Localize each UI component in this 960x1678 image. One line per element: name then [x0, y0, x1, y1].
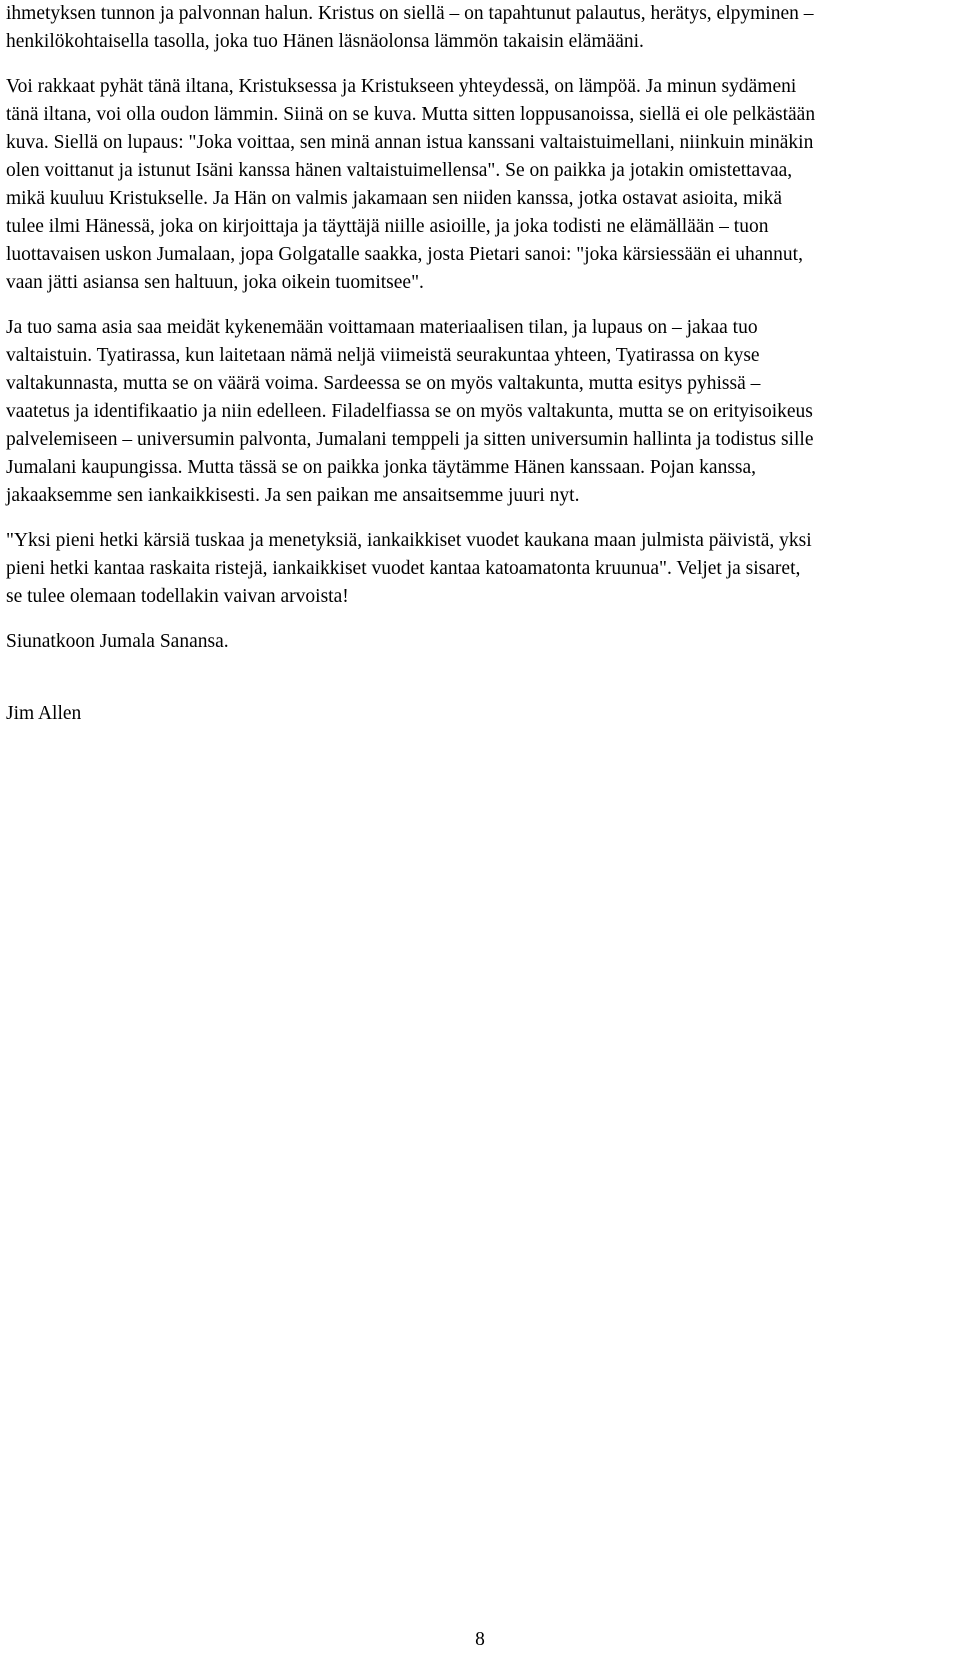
text-line: Voi rakkaat pyhät tänä iltana, Kristuksessa ja Kristukseen yhteydessä, on lämpöä. Ja minun sydämeni — [6, 76, 797, 97]
text-line: kuva. Siellä on lupaus: "Joka voittaa, sen minä annan istua kanssani valtaistuimellani, niinkuin minäkin — [6, 132, 814, 153]
text-line: se tulee olemaan todellakin vaivan arvoista! — [6, 586, 349, 607]
paragraph — [6, 0, 956, 56]
text-line: vaan jätti asiansa sen haltuun, joka oikein tuomitsee". — [6, 272, 424, 293]
text-line: valtaistuin. Tyatirassa, kun laitetaan nämä neljä viimeistä seurakuntaa yhteen, Tyatirassa on kyse — [6, 345, 760, 366]
text-line: luottavaisen uskon Jumalaan, jopa Golgatalle saakka, josta Pietari sanoi: "joka kärsiessään ei uhannut, — [6, 244, 803, 265]
text-line: palvelemiseen – universumin palvonta, Jumalani temppeli ja sitten universumin hallinta ja todistus sille — [6, 429, 814, 450]
closing-blessing — [6, 628, 956, 656]
text-line: Siunatkoon Jumala Sanansa. — [6, 631, 229, 652]
text-line: valtakunnasta, mutta se on väärä voima. Sardeessa se on myös valtakunta, mutta esitys pyhissä – — [6, 373, 761, 394]
text-line: tulee ilmi Hänessä, joka on kirjoittaja ja täyttäjä niille asioille, ja joka todisti ne elämällään – tuon — [6, 216, 769, 237]
text-line: jakaaksemme sen iankaikkisesti. Ja sen paikan me ansaitsemme juuri nyt. — [6, 485, 580, 506]
text-line: Jumalani kaupungissa. Mutta tässä se on paikka jonka täytämme Hänen kanssaan. Pojan kanssa, — [6, 457, 757, 478]
text-line: "Yksi pieni hetki kärsiä tuskaa ja menetyksiä, iankaikkiset vuodet kaukana maan julmista päivistä, yksi — [6, 530, 812, 551]
paragraph — [6, 314, 956, 510]
text-line: tänä iltana, voi olla oudon lämmin. Siinä on se kuva. Mutta sitten loppusanoissa, siellä ei ole pelkästään — [6, 104, 816, 125]
paragraph — [6, 527, 956, 611]
text-line: Ja tuo sama asia saa meidät kykenemään voittamaan materiaalisen tilan, ja lupaus on – jakaa tuo — [6, 317, 758, 338]
text-line: ihmetyksen tunnon ja palvonnan halun. Kristus on siellä – on tapahtunut palautus, herätys, elpyminen – — [6, 3, 814, 24]
page-number: 8 — [475, 1629, 485, 1650]
text-line: mikä kuuluu Kristukselle. Ja Hän on valmis jakamaan sen niiden kanssa, jotka ostavat asioita, mikä — [6, 188, 783, 209]
signature: Jim Allen — [6, 703, 82, 724]
text-line: vaatetus ja identifikaatio ja niin edelleen. Filadelfiassa se on myös valtakunta, mutta se on erityisoikeus — [6, 401, 813, 422]
text-line: pieni hetki kantaa raskaita ristejä, iankaikkiset vuodet kantaa katoamatonta kruunua". Veljet ja sisaret, — [6, 558, 801, 579]
paragraph — [6, 73, 956, 297]
text-line: olen voittanut ja istunut Isäni kanssa hänen valtaistuimellensa". Se on paikka ja jotakin omistettavaa, — [6, 160, 793, 181]
text-line: henkilökohtaisella tasolla, joka tuo Hänen läsnäolonsa lämmön takaisin elämääni. — [6, 31, 644, 52]
document-body — [6, 0, 956, 673]
